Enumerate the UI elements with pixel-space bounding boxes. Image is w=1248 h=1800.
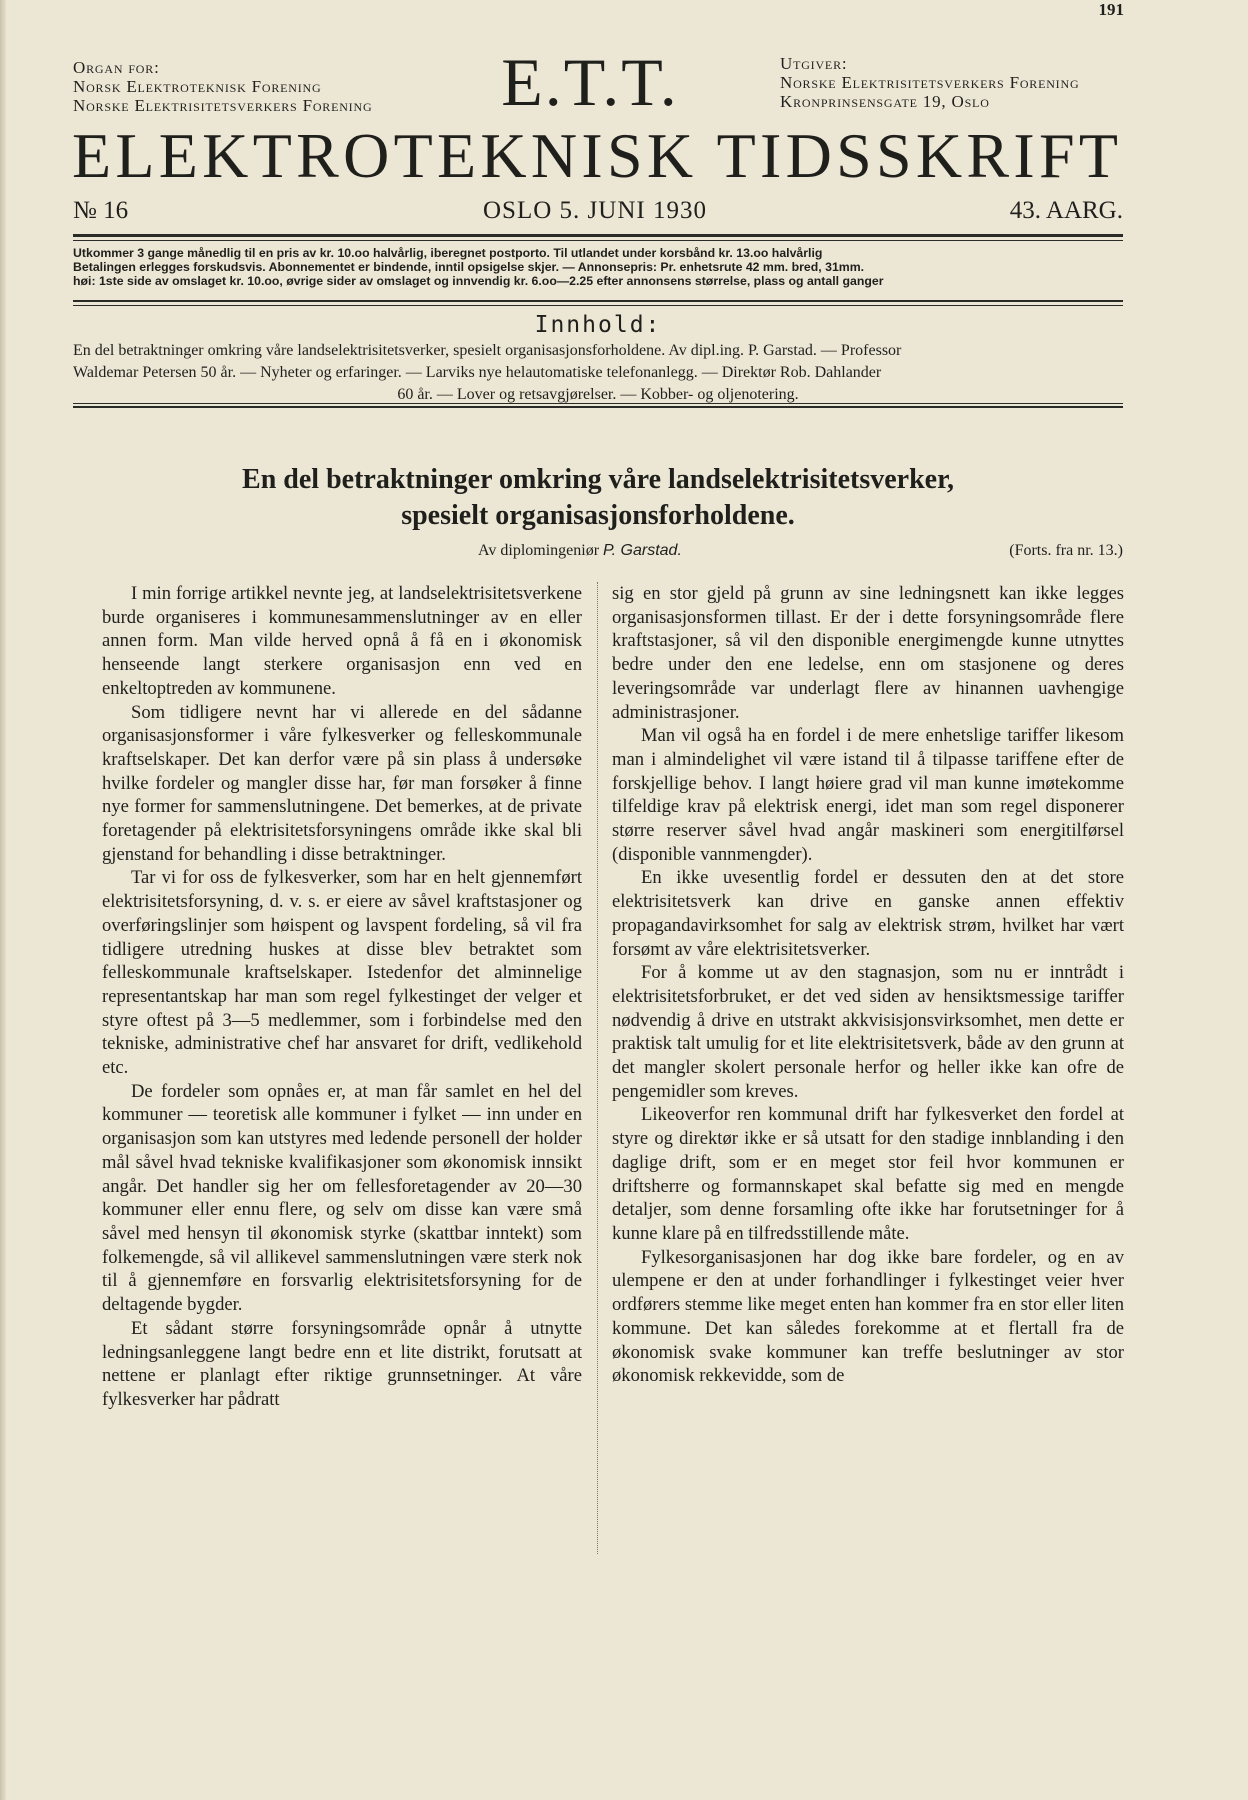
header-rule-thick xyxy=(73,234,1123,237)
subscription-info xyxy=(73,246,1123,288)
publisher-line-2: Kronprinsensgate 19, Oslo xyxy=(780,92,990,111)
right-paragraph-2: Man vil også ha en fordel i de mere enhetslige tariffer likesom man i almindelighet vil være istand til å tilpasse tariffene efter de forskjellige behov. I langt høiere grad vil man kunne imøtekomme tilfeldige krav på elektrisk energi, idet man som regel disponerer større reserver såvel hvad angår maskineri som energitilførsel (disponible vannmengder). xyxy=(612,725,1124,865)
journal-title: ELEKTROTEKNISK TIDSSKRIFT xyxy=(72,120,1123,191)
page-number: 191 xyxy=(1098,0,1124,19)
continued-note: (Forts. fra nr. 13.) xyxy=(1009,542,1123,559)
issue-number: № 16 xyxy=(73,197,129,224)
organ-line-1: Norsk Elektroteknisk Forening xyxy=(73,77,322,96)
article-title-line-2: spesielt organisasjonsforholdene. xyxy=(401,500,795,531)
right-paragraph-3: En ikke uvesentlig fordel er dessuten den at det store elektrisitetsverk kan drive en ganske annen effektiv propagandavirksomhet for salg av elektrisk strøm, hvilket har vært forsømt av våre elektrisitetsverker. xyxy=(612,867,1124,960)
contents-line-1: En del betraktninger omkring våre landselektrisitetsverker, spesielt organisasjonsforholdene. Av dipl.ing. P. Garstad. — Professor xyxy=(73,342,902,359)
byline-text xyxy=(478,540,682,562)
issue-volume: 43. AARG. xyxy=(1009,197,1123,224)
issue-city-date: OSLO 5. JUNI 1930 xyxy=(483,197,707,224)
right-paragraph-4: For å komme ut av den stagnasjon, som nu er inntrådt i elektrisitetsforbruket, er det ved siden av hensiktsmessige tariffer nødvendig å drive en utstrakt akkvisisjonsvirksomhet, men dette er praktisk talt umulig for et lite elektrisitetsverk, både av den grunn at det mangler skolert personale herfor og heller ikke kan ofre de pengemidler som kreves. xyxy=(612,962,1124,1102)
column-divider xyxy=(597,582,598,1554)
article-title xyxy=(73,462,1123,534)
publisher-label: Utgiver: xyxy=(780,54,848,73)
page-edge xyxy=(0,0,6,1800)
byline-prefix: Av diplomingeniør xyxy=(478,542,604,559)
contents-line-2: Waldemar Petersen 50 år. — Nyheter og erfaringer. — Larviks nye helautomatiske telefonanlegg. — Direktør Rob. Dahlander xyxy=(73,364,882,381)
contents-list xyxy=(73,340,1123,406)
article-byline xyxy=(73,540,1123,562)
left-paragraph-4: De fordeler som opnåes er, at man får samlet en hel del kommuner — teoretisk alle kommuner i fylket — inn under en organisasjon som kan utstyres med ledende personell der holder mål såvel hvad tekniske kvalifikasjoner som økonomisk innsikt angår. Det handler sig her om fellesforetagender av 20—30 kommuner eller ennu flere, og selv om disse kan være små såvel med hensyn til økonomisk styrke (skattbar inntekt) som folkemengde, så vil allikevel sammenslutningen være sterk nok til å gjennemføre en forsvarlig elektrisitetsforsyning for de deltagende bygder. xyxy=(102,1080,582,1316)
article-left-column xyxy=(102,582,582,1412)
subscription-line-3: høi: 1ste side av omslaget kr. 10.oo, øvrige sider av omslaget og innvendig kr. 6.oo—2.25 efter annonsens størrelse, plass og antall ganger xyxy=(73,274,884,288)
contents-rule-thin xyxy=(73,403,1123,404)
publisher-line-1: Norske Elektrisitetsverkers Forening xyxy=(780,73,1080,92)
right-paragraph-5: Likeoverfor ren kommunal drift har fylkesverket den fordel at styre og direktør ikke er så utsatt for den stadige innblanding i den daglige drift, som er en meget stor feil hvor kommunen er driftsherre og formannskapet skal befatte sig med en mengde detaljer, som denne forsamling ofte ikke har forutsetninger for å kunne klare på en tilfredsstillende måte. xyxy=(612,1104,1124,1244)
article-title-line-1: En del betraktninger omkring våre landselektrisitetsverker, xyxy=(242,464,954,495)
subscription-line-2: Betalingen erlegges forskudsvis. Abonnementet er bindende, inntil opsigelse skjer. — Annonsepris: Pr. enhetsrute 42 mm. bred, 31mm. xyxy=(73,260,865,274)
subscription-rule-thin xyxy=(73,305,1123,306)
ett-logo: E.T.T. xyxy=(501,44,679,120)
header-rule-thin xyxy=(73,240,1123,241)
subscription-rule-thick xyxy=(73,300,1123,302)
byline-author: P. Garstad. xyxy=(603,542,682,559)
masthead-publisher-block xyxy=(780,54,1079,111)
left-paragraph-3: Tar vi for oss de fylkesverker, som har en helt gjennemført elektrisitetsforsyning, d. v. s. er eiere av såvel kraftstasjoner og overføringslinjer som høispent og lavspent fordeling, så vil fra tidligere utredning huskes at disse blev betraktet som felleskommunale kraftselskaper. Istedenfor det alminnelige representantskap har man som regel fylkestinget der velger et styre oftest på 3—5 medlemmer, som i forbindelse med den tekniske, administrative chef har ansvaret for drift, vedlikehold etc. xyxy=(102,867,582,1079)
left-paragraph-5: Et sådant større forsyningsområde opnår å utnytte ledningsanleggene langt bedre enn et lite distrikt, forutsatt at nettene er planlagt efter riktige grunnsetninger. At våre fylkesverker har pådratt xyxy=(102,1317,582,1410)
issue-line xyxy=(73,196,1123,226)
right-paragraph-6: Fylkesorganisasjonen har dog ikke bare fordeler, og en av ulempene er den at under forhandlinger i fylkestinget veier hver ordførers stemme like meget enten han kommer fra en stor eller liten kommune. Det kan således forekomme at et flertall fra de økonomisk svake kommuner kan treffe beslutninger av stor økonomisk rekkevidde, som de xyxy=(612,1246,1124,1387)
contents-line-3: 60 år. — Lover og retsavgjørelser. — Kobber- og oljenotering. xyxy=(397,386,799,403)
article-right-column xyxy=(612,582,1124,1388)
organ-line-2: Norske Elektrisitetsverkers Forening xyxy=(73,96,373,115)
subscription-line-1: Utkommer 3 gange månedlig til en pris av kr. 10.oo halvårlig, iberegnet postporto. Til utlandet under korsbånd kr. 13.oo halvårlig xyxy=(73,246,823,260)
left-paragraph-2: Som tidligere nevnt har vi allerede en del sådanne organisasjonsformer i våre fylkesverker og felleskommunale kraftselskaper. Det kan derfor være på sin plass å undersøke hvilke fordeler og mangler disse har, før man forsøker å finne nye former for sammenslutningene. Det bemerkes, at de private foretagender på elektrisitetsforsyningens område ikke skal bli gjenstand for behandling i disse betraktninger. xyxy=(102,701,582,865)
organ-label: Organ for: xyxy=(73,58,160,77)
right-paragraph-1: sig en stor gjeld på grunn av sine ledningsnett kan ikke legges organisasjonsformen tillast. Er der i dette forsyningsområde flere kraftstasjoner, så vil den disponible energimengde kunne utnyttes bedre under den ene ledelse, enn om stasjonene og deres leveringsområde var underlagt flere av hinannen uavhengige administrasjoner. xyxy=(612,583,1124,723)
left-paragraph-1: I min forrige artikkel nevnte jeg, at landselektrisitetsverkene burde organiseres i kommunesammenslutninger av en eller annen form. Man vilde herved opnå å få en i økonomisk henseende langt sterkere organisasjon enn ved en enkeltoptreden av kommunene. xyxy=(102,583,582,699)
contents-heading: Innhold: xyxy=(534,312,662,338)
masthead-organ-block xyxy=(73,58,372,115)
contents-rule-thick xyxy=(73,406,1123,408)
